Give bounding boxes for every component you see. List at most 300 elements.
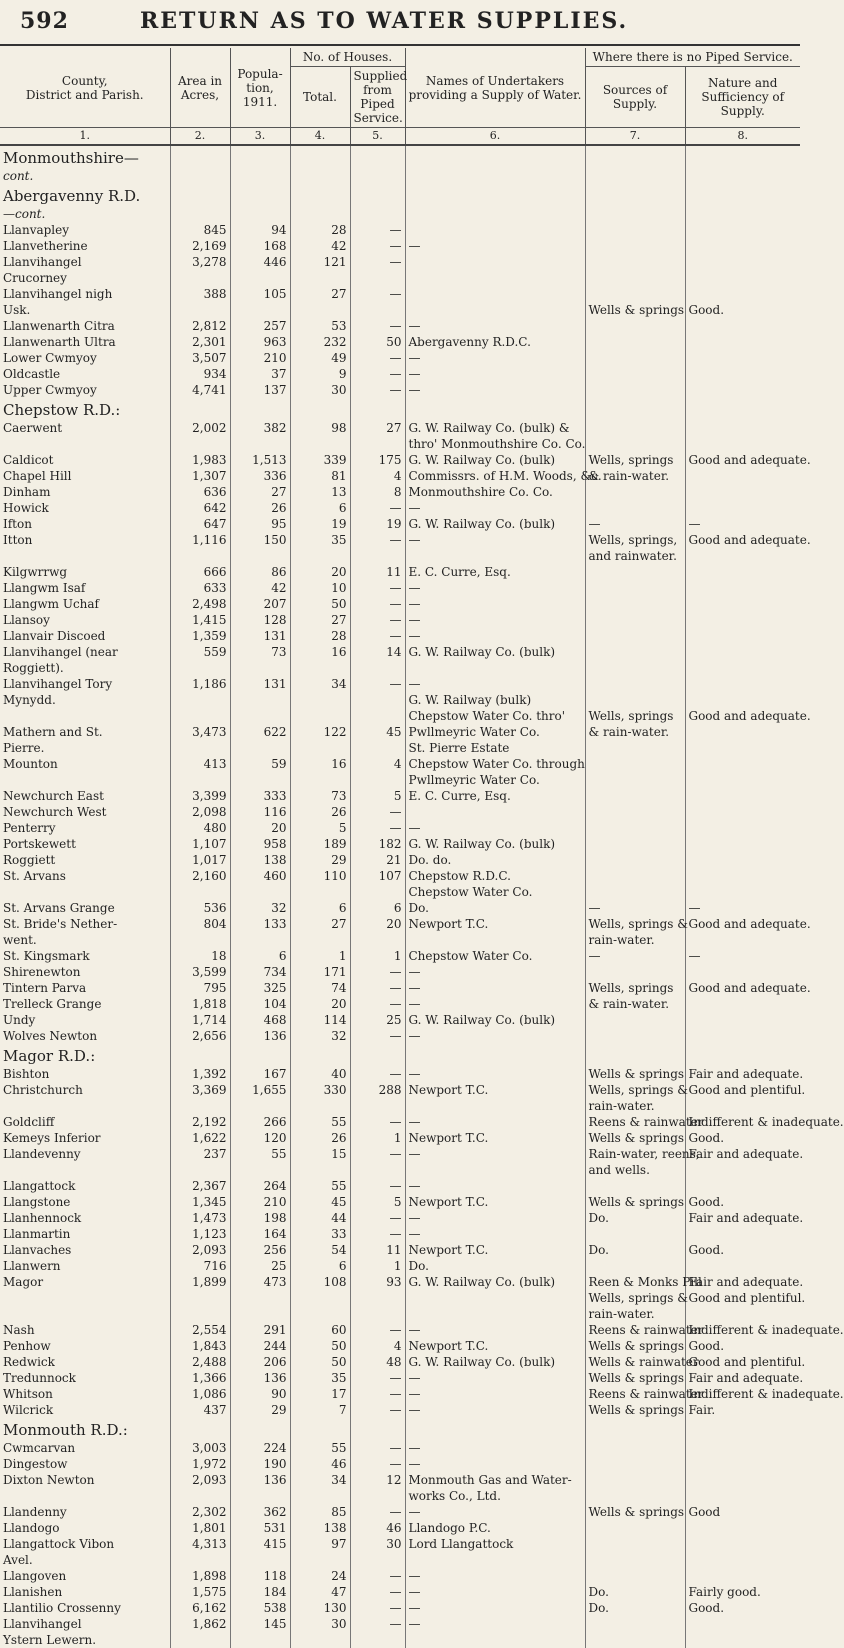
- cell-undertaker: —: [405, 500, 585, 516]
- table-row: [0, 804, 800, 820]
- cell-population: 325: [230, 980, 290, 996]
- cell-supplied-houses: —: [350, 580, 405, 596]
- cell-parish: Ifton: [0, 516, 170, 532]
- cell-parish: Llangwm Isaf: [0, 580, 170, 596]
- cell-population: 90: [230, 1386, 290, 1402]
- cell-total-houses: [290, 1488, 350, 1504]
- cell-source: [585, 596, 685, 612]
- cell-nature: [685, 820, 800, 836]
- table-row: [0, 788, 800, 804]
- cell-area: 666: [170, 564, 230, 580]
- cell-area: [170, 1290, 230, 1306]
- empty-cell: [685, 1418, 800, 1440]
- cell-area: 1,186: [170, 676, 230, 692]
- cell-undertaker: G. W. Railway Co. (bulk): [405, 516, 585, 532]
- cell-supplied-houses: —: [350, 1210, 405, 1226]
- empty-cell: [350, 1418, 405, 1440]
- table-row: [0, 596, 800, 612]
- cell-nature: Indifferent & inadequate.: [688, 1323, 844, 1337]
- cell-supplied-houses: —: [350, 254, 405, 270]
- cell-population: [230, 932, 290, 948]
- col-header-undertakers: Names of Undertakers providing a Supply of Water.: [405, 48, 585, 128]
- cell-undertaker: —: [405, 350, 585, 366]
- cell-source: [585, 804, 685, 820]
- cell-area: [170, 302, 230, 318]
- table-row: [0, 1274, 800, 1290]
- cell-area: 1,898: [170, 1568, 230, 1584]
- table-row: [0, 270, 800, 286]
- cell-area: 1,575: [170, 1584, 230, 1600]
- cell-parish: Ystern Lewern.: [0, 1632, 170, 1648]
- cell-undertaker: —: [405, 1584, 585, 1600]
- empty-cell: [170, 398, 230, 420]
- cell-undertaker: G. W. Railway Co. (bulk): [405, 644, 585, 660]
- col-number-4: 4.: [290, 128, 350, 146]
- table-row: [0, 1290, 800, 1306]
- cell-undertaker: Do.: [405, 900, 585, 916]
- cell-supplied-houses: —: [350, 1386, 405, 1402]
- header-rule: [0, 44, 800, 46]
- cell-total-houses: 110: [290, 868, 350, 884]
- cell-area: 633: [170, 580, 230, 596]
- cell-nature: [685, 548, 800, 564]
- cell-parish: Dinham: [0, 484, 170, 500]
- cell-nature: [685, 756, 800, 772]
- table-row: [0, 1028, 800, 1044]
- cell-population: 210: [230, 1194, 290, 1210]
- col-number-5: 5.: [350, 128, 405, 146]
- cell-undertaker: [405, 302, 585, 318]
- cell-source: —: [585, 900, 685, 916]
- table-row: [0, 1370, 800, 1386]
- cell-population: 37: [230, 366, 290, 382]
- cell-parish: Oldcastle: [0, 366, 170, 382]
- cell-parish: Llandenny: [0, 1504, 170, 1520]
- cell-parish: Shirenewton: [0, 964, 170, 980]
- cell-supplied-houses: 45: [350, 724, 405, 740]
- table-row: [0, 852, 800, 868]
- cell-population: 138: [230, 852, 290, 868]
- cell-source: [585, 318, 685, 334]
- cell-total-houses: [290, 932, 350, 948]
- cell-supplied-houses: 27: [350, 420, 405, 436]
- cell-population: 73: [230, 644, 290, 660]
- cell-area: 804: [170, 916, 230, 932]
- cell-area: 642: [170, 500, 230, 516]
- cell-supplied-houses: —: [350, 1066, 405, 1082]
- cell-undertaker: [405, 1290, 585, 1306]
- table-row: [0, 724, 800, 740]
- cell-supplied-houses: 19: [350, 516, 405, 532]
- cell-parish: [0, 1290, 170, 1306]
- cell-supplied-houses: 25: [350, 1012, 405, 1028]
- cell-supplied-houses: —: [350, 350, 405, 366]
- cell-area: 2,302: [170, 1504, 230, 1520]
- cell-nature: [685, 1472, 800, 1488]
- cell-area: 1,086: [170, 1386, 230, 1402]
- cell-source: Rain-water, reens,: [585, 1146, 685, 1162]
- cell-source: Reens & rainwater: [585, 1386, 685, 1402]
- cell-area: 716: [170, 1258, 230, 1274]
- cell-nature: Good.: [688, 1601, 725, 1615]
- cell-parish: Llanvihangel Tory: [0, 676, 170, 692]
- cell-undertaker: [405, 1306, 585, 1322]
- cell-nature: Good and adequate.: [688, 533, 811, 547]
- cell-undertaker: —: [405, 964, 585, 980]
- cell-undertaker: Chepstow Water Co. thro': [405, 708, 585, 724]
- cell-population: 415: [230, 1536, 290, 1552]
- cell-undertaker: [405, 222, 585, 238]
- cell-area: 636: [170, 484, 230, 500]
- table-row: [0, 772, 800, 788]
- cell-supplied-houses: 21: [350, 852, 405, 868]
- cell-undertaker: G. W. Railway (bulk): [405, 692, 585, 708]
- empty-cell: [685, 184, 800, 206]
- empty-cell: [230, 398, 290, 420]
- cell-nature: [685, 318, 800, 334]
- cell-area: 2,098: [170, 804, 230, 820]
- header-pop-c: 1911.: [242, 94, 278, 109]
- cell-supplied-houses: —: [350, 1178, 405, 1194]
- cell-nature: [685, 836, 800, 852]
- cell-area: 3,369: [170, 1082, 230, 1098]
- cell-supplied-houses: 288: [350, 1082, 405, 1098]
- table-row: [0, 1354, 800, 1370]
- empty-cell: [350, 398, 405, 420]
- cell-parish: St. Bride's Nether-: [0, 916, 170, 932]
- cell-area: 1,714: [170, 1012, 230, 1028]
- cell-parish: Christchurch: [0, 1082, 170, 1098]
- cell-undertaker: G. W. Railway Co. (bulk): [405, 836, 585, 852]
- cell-parish: Itton: [0, 532, 170, 548]
- cell-parish: Avel.: [0, 1552, 170, 1568]
- cell-nature: Good and adequate.: [688, 917, 811, 931]
- cell-total-houses: 138: [290, 1520, 350, 1536]
- table-row: [0, 1130, 800, 1146]
- cell-nature: Good and adequate.: [688, 709, 811, 723]
- cell-parish: St. Kingsmark: [0, 948, 170, 964]
- empty-cell: [290, 1418, 350, 1440]
- table-row: [0, 884, 800, 900]
- cell-supplied-houses: 175: [350, 452, 405, 468]
- cell-parish: Llanvihangel nigh: [0, 286, 170, 302]
- cell-parish: Llangstone: [0, 1194, 170, 1210]
- cell-parish: Mounton: [0, 756, 170, 772]
- cell-parish: Tredunnock: [0, 1370, 170, 1386]
- cell-supplied-houses: 46: [350, 1520, 405, 1536]
- cell-undertaker: Monmouthshire Co. Co.: [405, 484, 585, 500]
- empty-cell: [290, 398, 350, 420]
- cell-supplied-houses: 30: [350, 1536, 405, 1552]
- table-row: [0, 740, 800, 756]
- cell-nature: [685, 1306, 800, 1322]
- cell-undertaker: —: [405, 1370, 585, 1386]
- cell-population: 145: [230, 1616, 290, 1632]
- section-row: [0, 206, 800, 222]
- cell-undertaker: —: [405, 1440, 585, 1456]
- cell-undertaker: —: [405, 1146, 585, 1162]
- table-row: [0, 286, 800, 302]
- cell-undertaker: Lord Llangattock: [405, 1536, 585, 1552]
- cell-area: 1,862: [170, 1616, 230, 1632]
- cell-supplied-houses: 5: [350, 788, 405, 804]
- cell-undertaker: —: [405, 382, 585, 398]
- cell-nature: Fair and adequate.: [688, 1147, 804, 1161]
- cell-supplied-houses: [350, 1552, 405, 1568]
- cell-nature: [685, 612, 800, 628]
- cell-area: 388: [170, 286, 230, 302]
- cell-source: [585, 964, 685, 980]
- cell-source: [585, 884, 685, 900]
- cell-total-houses: 50: [290, 1354, 350, 1370]
- cell-total-houses: 30: [290, 382, 350, 398]
- cell-area: [170, 1098, 230, 1114]
- cell-undertaker: —: [405, 366, 585, 382]
- cell-source: Wells & springs: [585, 1194, 685, 1210]
- district-heading: Abergavenny R.D.: [0, 184, 170, 206]
- cell-area: [170, 1306, 230, 1322]
- col-header-houses: No. of Houses.: [290, 48, 405, 67]
- empty-cell: [290, 168, 350, 184]
- empty-cell: [585, 145, 685, 168]
- empty-cell: [290, 145, 350, 168]
- cell-parish: Nash: [0, 1322, 170, 1338]
- empty-cell: [685, 1044, 800, 1066]
- table-row: [0, 350, 800, 366]
- cell-supplied-houses: —: [350, 1146, 405, 1162]
- table-row: [0, 238, 800, 254]
- cell-nature: Good.: [688, 1243, 725, 1257]
- table-row: [0, 996, 800, 1012]
- cell-parish: Howick: [0, 500, 170, 516]
- col-header-nature: Nature and Sufficiency of Supply.: [685, 67, 800, 128]
- cell-source: [585, 1028, 685, 1044]
- cell-population: 473: [230, 1274, 290, 1290]
- cell-population: 264: [230, 1178, 290, 1194]
- cell-area: 1,123: [170, 1226, 230, 1242]
- cell-total-houses: 81: [290, 468, 350, 484]
- cell-source: Wells, springs,: [585, 532, 685, 548]
- table-row: [0, 1162, 800, 1178]
- table-row: [0, 302, 800, 318]
- cell-parish: Whitson: [0, 1386, 170, 1402]
- cell-source: [585, 692, 685, 708]
- cell-total-houses: [290, 1098, 350, 1114]
- col-number-3: 3.: [230, 128, 290, 146]
- cell-undertaker: —: [405, 612, 585, 628]
- cell-parish: [0, 1098, 170, 1114]
- cell-total-houses: [290, 772, 350, 788]
- table-row: [0, 1322, 800, 1338]
- cell-total-houses: 232: [290, 334, 350, 350]
- cell-total-houses: 49: [290, 350, 350, 366]
- cell-total-houses: 50: [290, 596, 350, 612]
- cell-total-houses: 10: [290, 580, 350, 596]
- cell-area: 480: [170, 820, 230, 836]
- cell-undertaker: Monmouth Gas and Water-: [405, 1472, 585, 1488]
- table-row: [0, 932, 800, 948]
- cell-total-houses: 50: [290, 1338, 350, 1354]
- cell-nature: [685, 964, 800, 980]
- cell-undertaker: [405, 254, 585, 270]
- cell-source: rain-water.: [585, 1306, 685, 1322]
- col-number-8: 8.: [685, 128, 800, 146]
- cell-area: 1,017: [170, 852, 230, 868]
- empty-cell: [290, 184, 350, 206]
- cell-total-houses: 46: [290, 1456, 350, 1472]
- cell-nature: —: [688, 901, 701, 915]
- cell-undertaker: —: [405, 1386, 585, 1402]
- cell-undertaker: —: [405, 1322, 585, 1338]
- cell-parish: Roggiett).: [0, 660, 170, 676]
- col-header-area: [170, 48, 230, 128]
- cell-supplied-houses: 1: [350, 1258, 405, 1274]
- cell-area: [170, 1552, 230, 1568]
- cell-supplied-houses: 12: [350, 1472, 405, 1488]
- cell-source: [585, 350, 685, 366]
- cell-total-houses: [290, 548, 350, 564]
- cell-undertaker: St. Pierre Estate: [405, 740, 585, 756]
- cell-total-houses: 7: [290, 1402, 350, 1418]
- cell-area: [170, 270, 230, 286]
- cell-population: [230, 1162, 290, 1178]
- cell-source: Wells, springs: [585, 980, 685, 996]
- cell-undertaker: —: [405, 1226, 585, 1242]
- cell-parish: Kemeys Inferior: [0, 1130, 170, 1146]
- cell-parish: Magor: [0, 1274, 170, 1290]
- cell-area: [170, 708, 230, 724]
- cell-parish: Llangattock: [0, 1178, 170, 1194]
- cell-nature: Fair.: [688, 1403, 716, 1417]
- cell-undertaker: [405, 548, 585, 564]
- cell-population: [230, 1290, 290, 1306]
- cell-total-houses: 34: [290, 676, 350, 692]
- empty-cell: [405, 168, 585, 184]
- cell-source: [585, 1488, 685, 1504]
- cell-area: 437: [170, 1402, 230, 1418]
- empty-cell: [685, 398, 800, 420]
- table-row: [0, 500, 800, 516]
- table-row: [0, 1242, 800, 1258]
- cell-total-houses: 114: [290, 1012, 350, 1028]
- cell-area: [170, 1632, 230, 1648]
- empty-cell: [350, 168, 405, 184]
- cell-source: Wells, springs &: [585, 1290, 685, 1306]
- cell-supplied-houses: —: [350, 1616, 405, 1632]
- empty-cell: [350, 206, 405, 222]
- cell-undertaker: —: [405, 996, 585, 1012]
- cell-source: Do.: [585, 1242, 685, 1258]
- cell-population: 190: [230, 1456, 290, 1472]
- col-number-6: 6.: [405, 128, 585, 146]
- table-row: [0, 628, 800, 644]
- cell-source: Wells & springs: [585, 1504, 685, 1520]
- cell-total-houses: [290, 1552, 350, 1568]
- cell-population: 266: [230, 1114, 290, 1130]
- cell-nature: [685, 1456, 800, 1472]
- cell-nature: Fair and adequate.: [688, 1067, 804, 1081]
- cell-nature: Good and plentiful.: [688, 1291, 806, 1305]
- cell-parish: Llangattock Vibon: [0, 1536, 170, 1552]
- cell-undertaker: Chepstow Water Co.: [405, 884, 585, 900]
- table-row: [0, 334, 800, 350]
- cell-population: [230, 436, 290, 452]
- cell-population: [230, 270, 290, 286]
- col-header-supplied: Supplied from Piped Service.: [350, 67, 405, 128]
- cell-total-houses: 130: [290, 1600, 350, 1616]
- cell-population: 446: [230, 254, 290, 270]
- cell-source: & rain-water.: [585, 996, 685, 1012]
- cell-parish: St. Arvans: [0, 868, 170, 884]
- table-row: [0, 1488, 800, 1504]
- cell-area: 3,507: [170, 350, 230, 366]
- cell-parish: [0, 708, 170, 724]
- empty-cell: [230, 1044, 290, 1066]
- cell-population: 116: [230, 804, 290, 820]
- cell-population: 94: [230, 222, 290, 238]
- empty-cell: [170, 168, 230, 184]
- col-header-district: [0, 48, 170, 128]
- cell-total-houses: [290, 692, 350, 708]
- cell-source: [585, 382, 685, 398]
- cell-parish: Llanmartin: [0, 1226, 170, 1242]
- cell-area: 3,599: [170, 964, 230, 980]
- cell-source: [585, 660, 685, 676]
- cell-population: [230, 302, 290, 318]
- cell-undertaker: G. W. Railway Co. (bulk): [405, 1274, 585, 1290]
- col-header-population: [230, 48, 290, 128]
- cell-population: 382: [230, 420, 290, 436]
- district-heading: Monmouth R.D.:: [0, 1418, 170, 1440]
- cell-total-houses: 32: [290, 1028, 350, 1044]
- cell-source: [585, 1568, 685, 1584]
- table-row: [0, 612, 800, 628]
- cell-undertaker: [405, 1098, 585, 1114]
- cell-population: 20: [230, 820, 290, 836]
- cell-population: 120: [230, 1130, 290, 1146]
- cell-parish: [0, 1488, 170, 1504]
- cell-population: 27: [230, 484, 290, 500]
- cell-undertaker: [405, 1162, 585, 1178]
- cell-source: rain-water.: [585, 1098, 685, 1114]
- cell-nature: [685, 596, 800, 612]
- cell-nature: [685, 1632, 800, 1648]
- cell-supplied-houses: 5: [350, 1194, 405, 1210]
- cell-supplied-houses: —: [350, 804, 405, 820]
- cell-total-houses: 339: [290, 452, 350, 468]
- table-row: [0, 644, 800, 660]
- cell-total-houses: 33: [290, 1226, 350, 1242]
- cell-nature: Fair and adequate.: [688, 1371, 804, 1385]
- table-row: [0, 532, 800, 548]
- cell-undertaker: —: [405, 1178, 585, 1194]
- cell-total-houses: 30: [290, 1616, 350, 1632]
- cell-source: [585, 436, 685, 452]
- page-number: 592: [20, 8, 69, 34]
- cell-total-houses: 28: [290, 628, 350, 644]
- cell-undertaker: E. C. Curre, Esq.: [405, 564, 585, 580]
- empty-cell: [350, 1044, 405, 1066]
- cell-total-houses: 16: [290, 644, 350, 660]
- cell-source: [585, 1258, 685, 1274]
- cell-source: [585, 756, 685, 772]
- empty-cell: [230, 206, 290, 222]
- cell-supplied-houses: [350, 660, 405, 676]
- cell-source: and rainwater.: [585, 548, 685, 564]
- cell-total-houses: 54: [290, 1242, 350, 1258]
- cell-total-houses: 55: [290, 1440, 350, 1456]
- cell-nature: Good.: [688, 303, 725, 317]
